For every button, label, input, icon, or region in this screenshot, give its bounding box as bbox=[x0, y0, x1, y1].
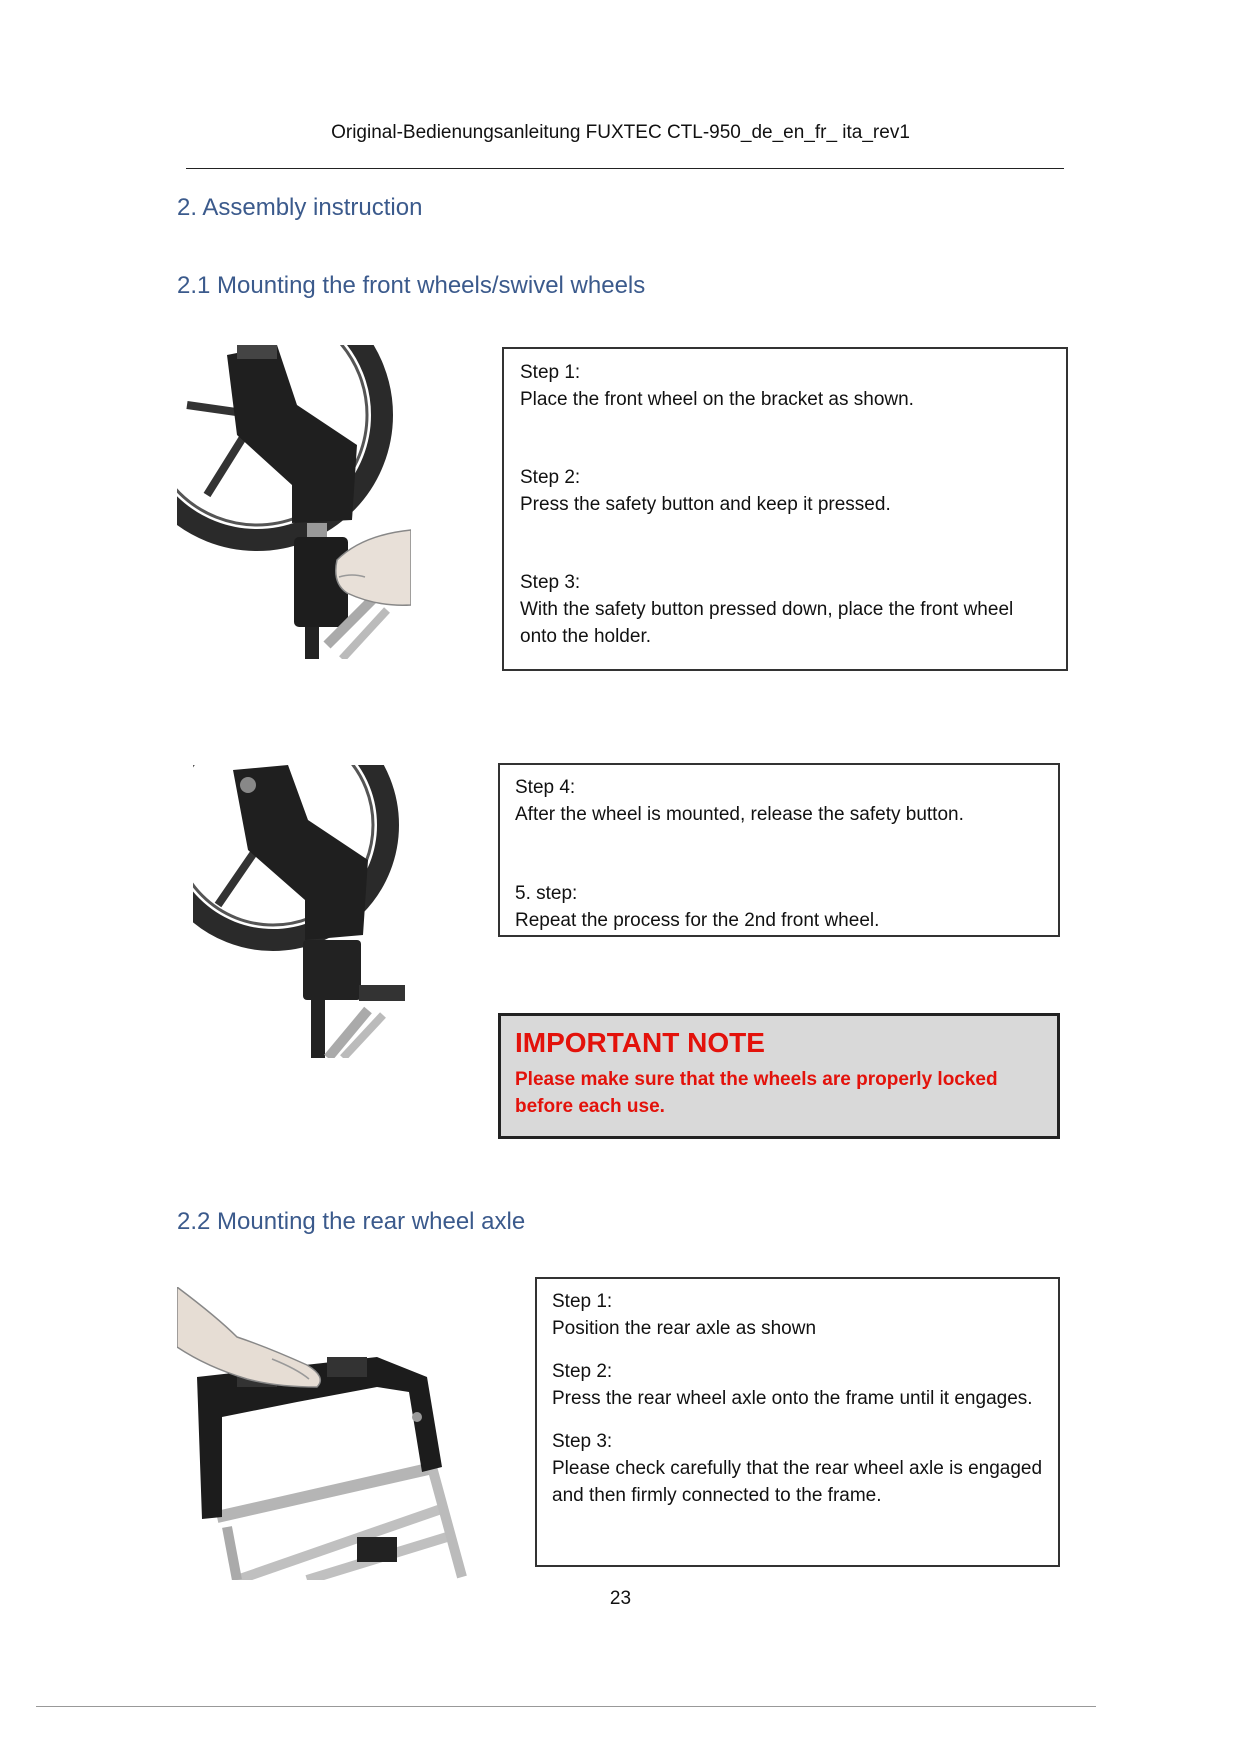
step5-label: 5. step: bbox=[515, 883, 578, 904]
rear-step2-text: Press the rear wheel axle onto the frame until it engages. bbox=[552, 1388, 1033, 1409]
section-title: 2. Assembly instruction bbox=[177, 194, 423, 221]
rear-axle-frame-photo bbox=[177, 1287, 482, 1580]
rear-axle-steps bbox=[535, 1277, 1060, 1567]
document-header: Original-Bedienungsanleitung FUXTEC CTL-950_de_en_fr_ ita_rev1 bbox=[331, 122, 910, 143]
rear-step1-text: Position the rear axle as shown bbox=[552, 1318, 817, 1339]
step5-text: Repeat the process for the 2nd front wheel. bbox=[515, 910, 880, 931]
step3-label: Step 3: bbox=[520, 572, 581, 593]
step3-text: With the safety button pressed down, place the front wheel onto the holder. bbox=[520, 599, 1014, 647]
step4-label: Step 4: bbox=[515, 777, 576, 798]
important-note-box bbox=[498, 1013, 1060, 1139]
step2-label: Step 2: bbox=[520, 467, 581, 488]
front-wheel-steps-4-5 bbox=[498, 763, 1060, 937]
rear-step3-label: Step 3: bbox=[552, 1431, 613, 1452]
rear-step1-label: Step 1: bbox=[552, 1291, 613, 1312]
rear-step3-text: Please check carefully that the rear wheel axle is engaged and then firmly connected to the frame. bbox=[552, 1458, 1043, 1506]
header-divider bbox=[186, 168, 1064, 169]
step1-label: Step 1: bbox=[520, 362, 581, 383]
subsection-title-rear-axle: 2.2 Mounting the rear wheel axle bbox=[177, 1208, 526, 1235]
step4-text: After the wheel is mounted, release the safety button. bbox=[515, 804, 964, 825]
front-wheel-steps-1-3 bbox=[502, 347, 1068, 671]
important-note-title: IMPORTANT NOTE bbox=[515, 1027, 765, 1058]
rear-step2-label: Step 2: bbox=[552, 1361, 613, 1382]
footer-divider bbox=[36, 1706, 1096, 1707]
page-number: 23 bbox=[609, 1588, 632, 1609]
front-wheel-mounted-photo bbox=[193, 765, 415, 1058]
important-note-text: Please make sure that the wheels are properly locked before each use. bbox=[515, 1069, 998, 1117]
step2-text: Press the safety button and keep it pressed. bbox=[520, 494, 891, 515]
front-wheel-bracket-photo bbox=[177, 345, 411, 659]
subsection-title-front-wheels: 2.1 Mounting the front wheels/swivel wheels bbox=[177, 272, 646, 299]
step1-text: Place the front wheel on the bracket as shown. bbox=[520, 389, 914, 410]
